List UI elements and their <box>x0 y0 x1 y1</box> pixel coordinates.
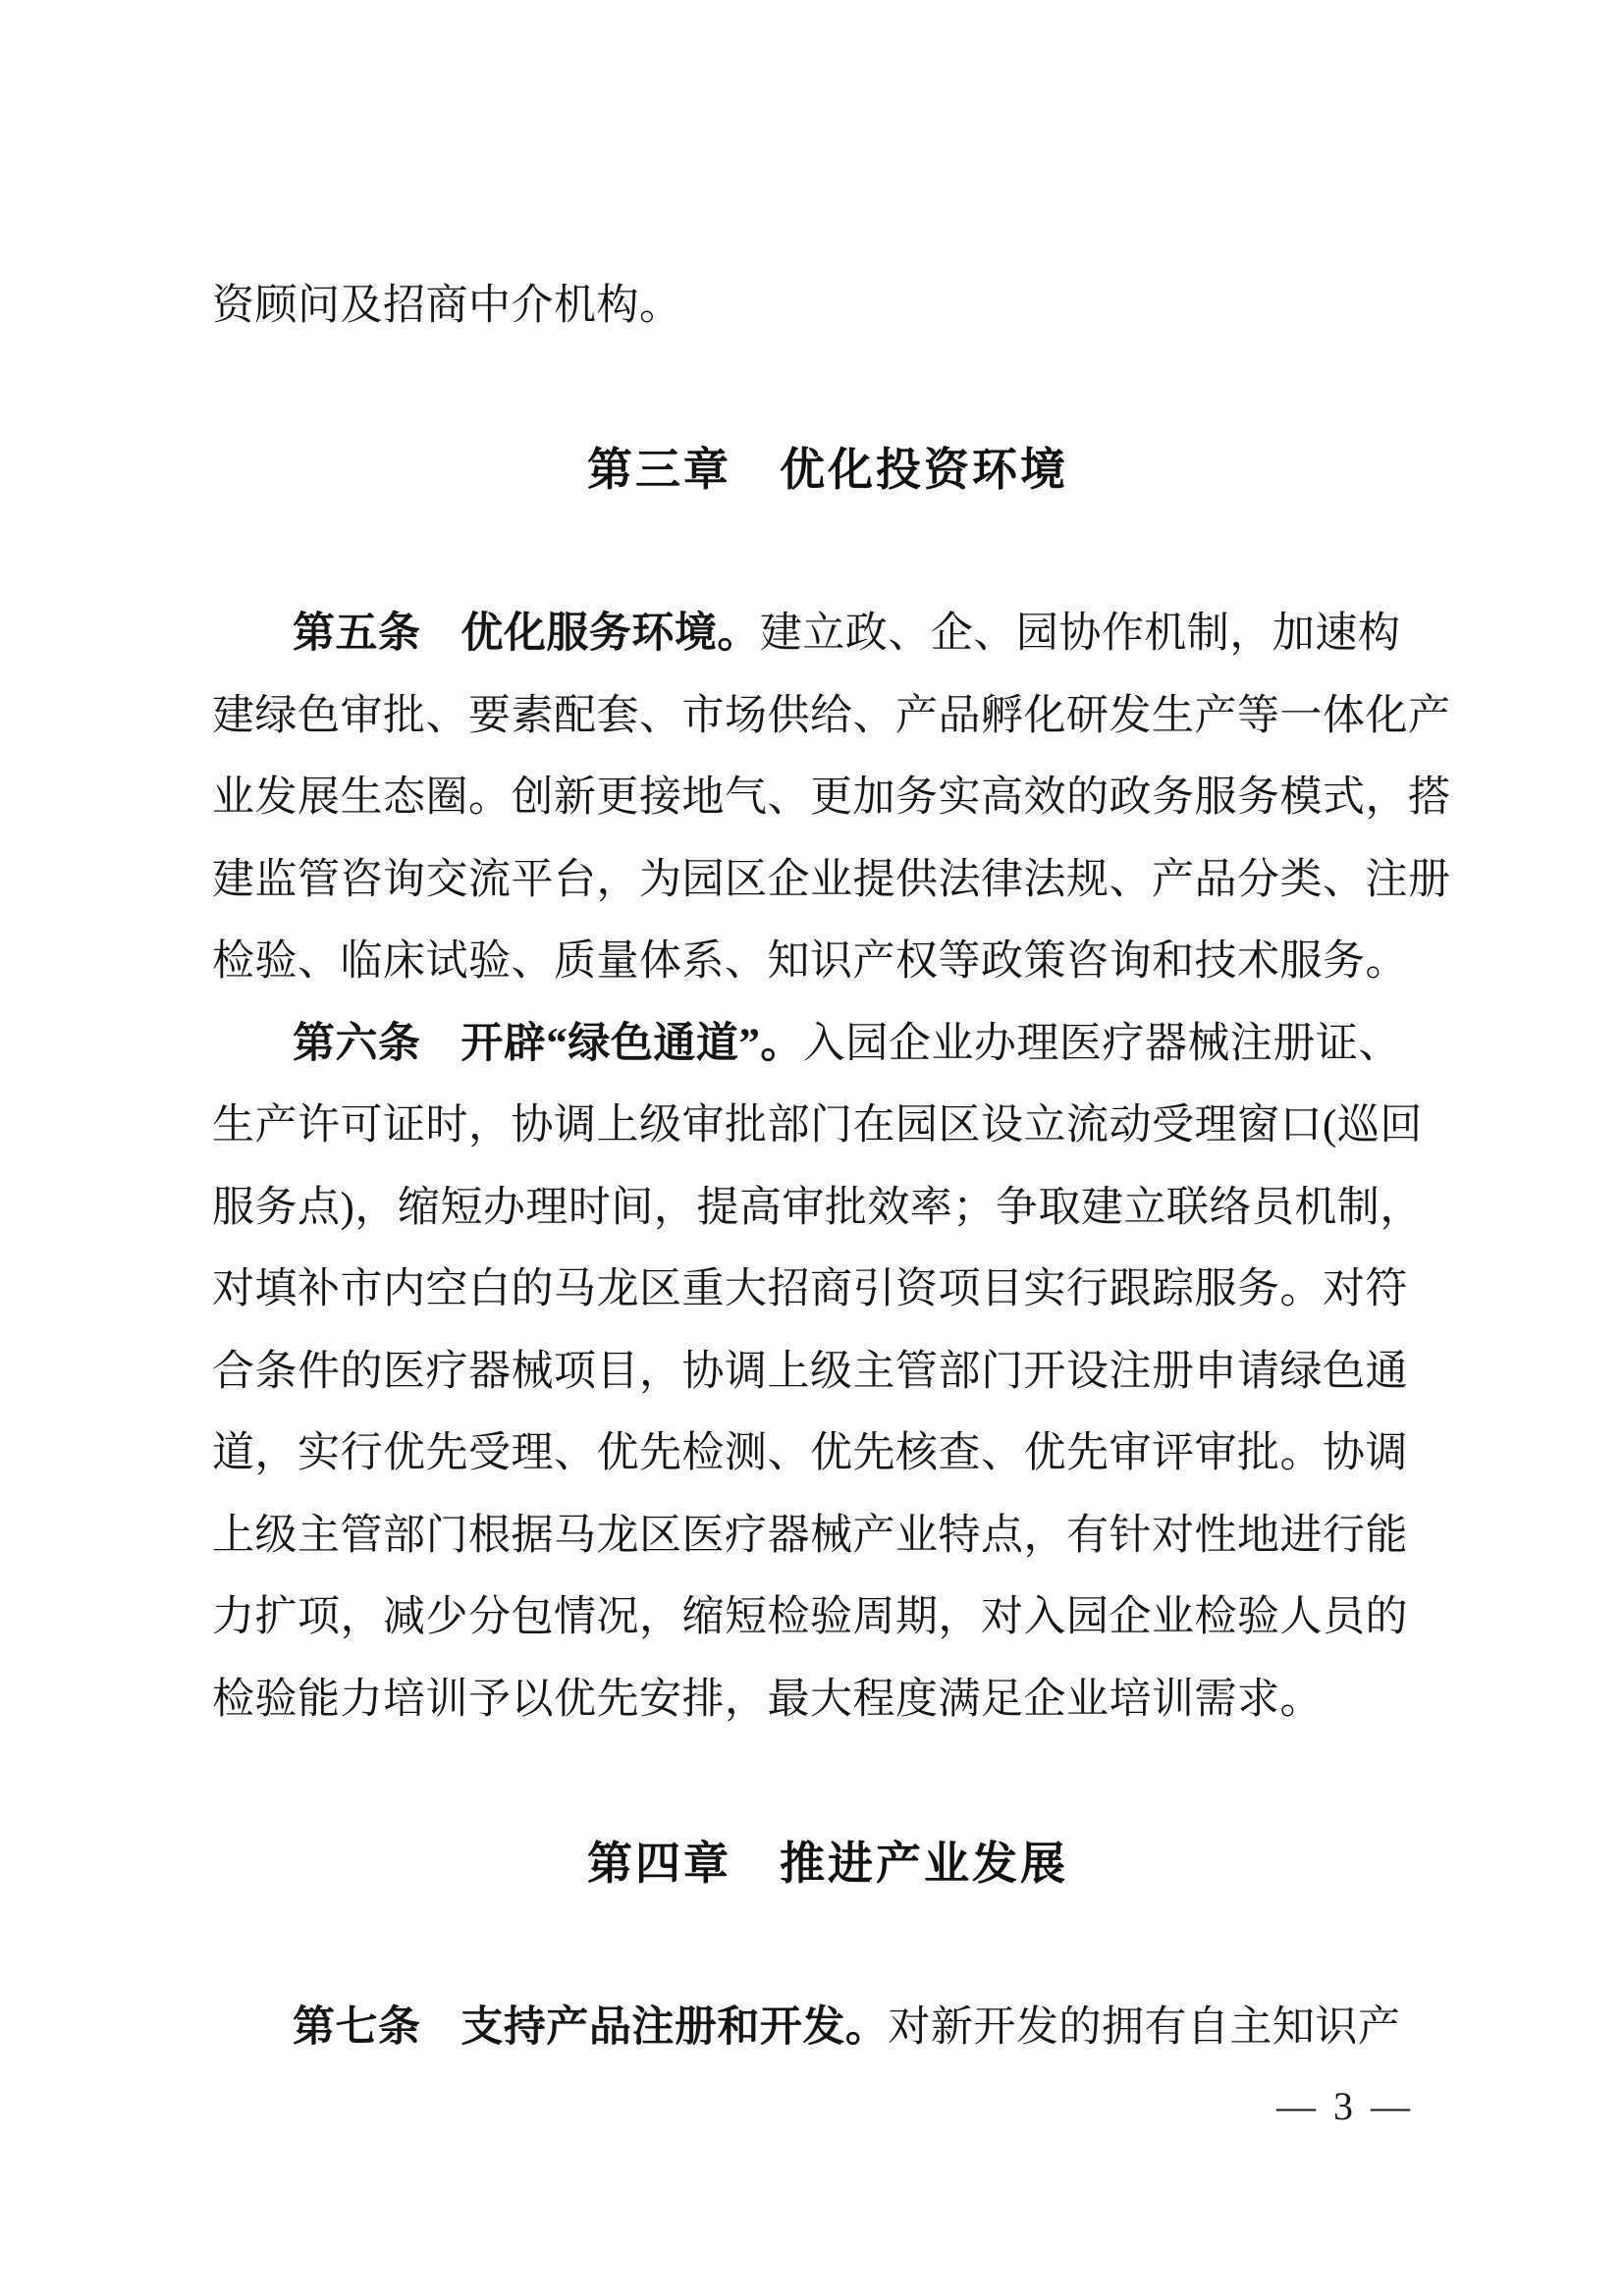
article-7-line-first <box>212 1987 1443 2069</box>
article-6-first-line-text: 入园企业办理医疗器械注册证、 <box>802 1020 1401 1067</box>
chapter-4-heading: 第四章 推进产业发展 <box>587 1837 1068 1889</box>
article-6-line: 力扩项，减少分包情况，缩短检验周期，对入园企业检验人员的 <box>212 1594 1408 1640</box>
article-6-line-first <box>212 1003 1443 1086</box>
article-6-line: 服务点)，缩短办理时间，提高审批效率；争取建立联络员机制， <box>212 1184 1423 1231</box>
article-5-first-line-text: 建立政、企、园协作机制，加速构 <box>759 611 1401 657</box>
article-5-line: 业发展生态圈。创新更接地气、更加务实高效的政务服务模式，搭 <box>212 774 1451 821</box>
article-6-line: 对填补市内空白的马龙区重大招商引资项目实行跟踪服务。对符 <box>212 1266 1408 1312</box>
page-number: — 3 — <box>1276 2084 1414 2128</box>
article-5-line: 建监管咨询交流平台，为园区企业提供法律法规、产品分类、注册 <box>212 856 1451 903</box>
article-6-line: 检验能力培训予以优先安排，最大程度满足企业培训需求。 <box>212 1676 1323 1723</box>
article-5-line-first <box>212 593 1443 675</box>
article-6-line: 上级主管部门根据马龙区医疗器械产业特点，有针对性地进行能 <box>212 1512 1408 1559</box>
article-6-line: 生产许可证时，协调上级审批部门在园区设立流动受理窗口(巡回 <box>212 1102 1423 1148</box>
article-6-title: 开辟“绿色通道”。 <box>460 1020 803 1067</box>
article-5-line: 建绿色审批、要素配套、市场供给、产品孵化研发生产等一体化产 <box>212 692 1451 739</box>
paragraph-continuation-line: 资顾问及招商中介机构。 <box>212 283 682 329</box>
article-5-title: 优化服务环境。 <box>460 611 760 657</box>
article-5-line: 检验、临床试验、质量体系、知识产权等政策咨询和技术服务。 <box>212 938 1408 985</box>
article-7-term: 第七条 <box>293 2003 421 2051</box>
article-7-title: 支持产品注册和开发。 <box>460 2003 889 2051</box>
chapter-3-heading: 第三章 优化投资环境 <box>587 444 1068 495</box>
article-7-first-line-text: 对新开发的拥有自主知识产 <box>888 2003 1401 2051</box>
article-6-line: 合条件的医疗器械项目，协调上级主管部门开设注册申请绿色通 <box>212 1348 1408 1395</box>
article-6-term: 第六条 <box>293 1020 421 1067</box>
article-5-term: 第五条 <box>293 611 421 657</box>
document-body <box>212 265 1451 2068</box>
article-6-line: 道，实行优先受理、优先检测、优先核查、优先审评审批。协调 <box>212 1430 1408 1476</box>
